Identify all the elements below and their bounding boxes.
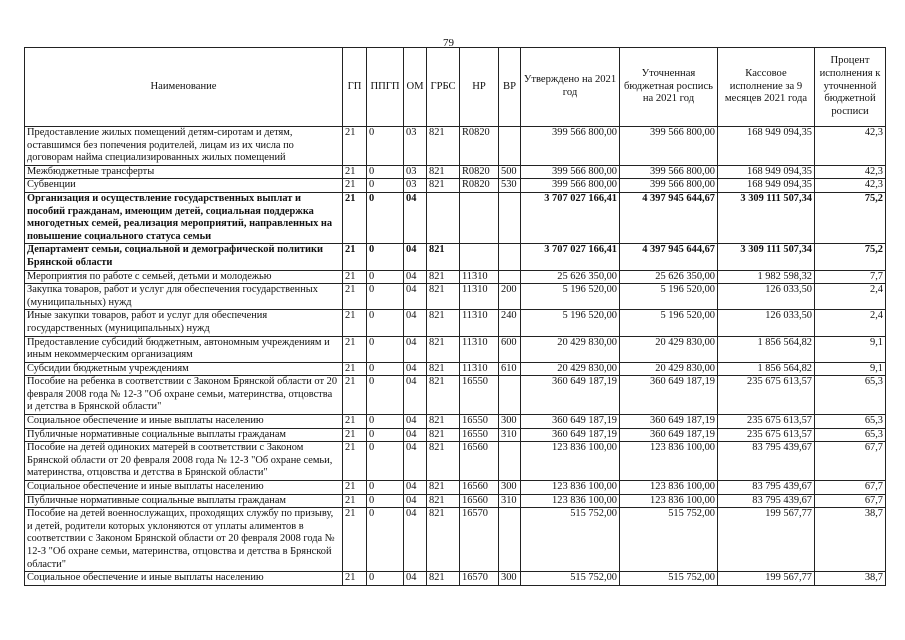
header-cash: Кассовое исполнение за 9 месяцев 2021 года xyxy=(718,48,815,127)
cell-ppgp: 0 xyxy=(367,336,404,362)
cell-ppgp: 0 xyxy=(367,481,404,495)
cell-vr xyxy=(499,508,521,572)
cell-nr: 11310 xyxy=(460,310,499,336)
cell-grbs: 821 xyxy=(427,270,460,284)
cell-name: Предоставление жилых помещений детям-сиротам и детям, оставшимся без попечения родителей, лицам из их числа по договорам найма специализированных жилых помещений xyxy=(25,127,343,166)
cell-vr: 300 xyxy=(499,415,521,429)
cell-cash: 168 949 094,35 xyxy=(718,179,815,193)
table-row xyxy=(25,284,886,310)
table-row xyxy=(25,376,886,415)
cell-percent: 2,4 xyxy=(815,310,886,336)
cell-approved: 360 649 187,19 xyxy=(521,415,620,429)
cell-ppgp: 0 xyxy=(367,362,404,376)
cell-cash: 1 856 564,82 xyxy=(718,336,815,362)
cell-grbs: 821 xyxy=(427,442,460,481)
cell-cash: 126 033,50 xyxy=(718,310,815,336)
cell-refined: 360 649 187,19 xyxy=(620,376,718,415)
header-gp: ГП xyxy=(343,48,367,127)
cell-name: Департамент семьи, социальной и демографической политики Брянской области xyxy=(25,244,343,270)
cell-grbs: 821 xyxy=(427,415,460,429)
cell-gp: 21 xyxy=(343,442,367,481)
header-grbs: ГРБС xyxy=(427,48,460,127)
cell-refined: 360 649 187,19 xyxy=(620,415,718,429)
cell-percent: 67,7 xyxy=(815,494,886,508)
cell-vr: 300 xyxy=(499,572,521,586)
cell-grbs: 821 xyxy=(427,494,460,508)
cell-refined: 123 836 100,00 xyxy=(620,442,718,481)
cell-cash: 3 309 111 507,34 xyxy=(718,244,815,270)
table-row xyxy=(25,336,886,362)
cell-gp: 21 xyxy=(343,284,367,310)
cell-approved: 399 566 800,00 xyxy=(521,179,620,193)
cell-nr: 16560 xyxy=(460,494,499,508)
cell-om: 04 xyxy=(404,508,427,572)
table-row xyxy=(25,192,886,243)
cell-grbs: 821 xyxy=(427,376,460,415)
cell-cash: 3 309 111 507,34 xyxy=(718,192,815,243)
cell-vr xyxy=(499,244,521,270)
cell-approved: 25 626 350,00 xyxy=(521,270,620,284)
table-row xyxy=(25,165,886,179)
cell-gp: 21 xyxy=(343,428,367,442)
cell-grbs: 821 xyxy=(427,179,460,193)
cell-vr: 500 xyxy=(499,165,521,179)
cell-approved: 5 196 520,00 xyxy=(521,284,620,310)
cell-approved: 515 752,00 xyxy=(521,508,620,572)
cell-nr: 16550 xyxy=(460,428,499,442)
cell-vr: 600 xyxy=(499,336,521,362)
cell-nr xyxy=(460,192,499,243)
cell-gp: 21 xyxy=(343,310,367,336)
cell-vr xyxy=(499,376,521,415)
table-row xyxy=(25,127,886,166)
page-number: 79 xyxy=(443,37,454,49)
cell-cash: 235 675 613,57 xyxy=(718,415,815,429)
cell-refined: 399 566 800,00 xyxy=(620,165,718,179)
cell-gp: 21 xyxy=(343,415,367,429)
cell-gp: 21 xyxy=(343,127,367,166)
cell-om: 04 xyxy=(404,362,427,376)
cell-percent: 38,7 xyxy=(815,508,886,572)
cell-cash: 235 675 613,57 xyxy=(718,428,815,442)
cell-cash: 199 567,77 xyxy=(718,508,815,572)
cell-percent: 67,7 xyxy=(815,481,886,495)
cell-om: 03 xyxy=(404,179,427,193)
cell-om: 04 xyxy=(404,336,427,362)
cell-om: 04 xyxy=(404,270,427,284)
cell-gp: 21 xyxy=(343,179,367,193)
cell-vr: 300 xyxy=(499,481,521,495)
cell-om: 03 xyxy=(404,127,427,166)
cell-refined: 515 752,00 xyxy=(620,508,718,572)
cell-grbs: 821 xyxy=(427,508,460,572)
cell-om: 04 xyxy=(404,572,427,586)
cell-ppgp: 0 xyxy=(367,442,404,481)
cell-grbs: 821 xyxy=(427,127,460,166)
cell-vr: 310 xyxy=(499,494,521,508)
cell-vr xyxy=(499,442,521,481)
cell-nr: R0820 xyxy=(460,127,499,166)
table-row xyxy=(25,494,886,508)
cell-refined: 20 429 830,00 xyxy=(620,336,718,362)
header-om: ОМ xyxy=(404,48,427,127)
cell-name: Закупка товаров, работ и услуг для обеспечения государственных (муниципальных) нужд xyxy=(25,284,343,310)
cell-vr: 240 xyxy=(499,310,521,336)
cell-om: 04 xyxy=(404,244,427,270)
cell-nr: 16560 xyxy=(460,442,499,481)
cell-name: Субсидии бюджетным учреждениям xyxy=(25,362,343,376)
cell-cash: 126 033,50 xyxy=(718,284,815,310)
cell-name: Пособие на детей военнослужащих, проходящих службу по призыву, и детей, родители которых уклоняются от уплаты алиментов в соответствии с Законом Брянской области от 20 февраля 2008 года № 12-З "Об охране семьи, материнства, отцовства и детства в Брянской области" xyxy=(25,508,343,572)
cell-ppgp: 0 xyxy=(367,508,404,572)
cell-nr: 11310 xyxy=(460,284,499,310)
cell-percent: 75,2 xyxy=(815,192,886,243)
cell-ppgp: 0 xyxy=(367,192,404,243)
cell-approved: 123 836 100,00 xyxy=(521,494,620,508)
cell-grbs: 821 xyxy=(427,165,460,179)
cell-ppgp: 0 xyxy=(367,415,404,429)
header-refined: Уточненная бюджетная роспись на 2021 год xyxy=(620,48,718,127)
cell-ppgp: 0 xyxy=(367,494,404,508)
cell-approved: 123 836 100,00 xyxy=(521,442,620,481)
cell-percent: 9,1 xyxy=(815,336,886,362)
cell-nr: 16570 xyxy=(460,508,499,572)
table-row xyxy=(25,442,886,481)
cell-refined: 20 429 830,00 xyxy=(620,362,718,376)
cell-gp: 21 xyxy=(343,362,367,376)
table-row xyxy=(25,572,886,586)
table-row xyxy=(25,244,886,270)
cell-ppgp: 0 xyxy=(367,179,404,193)
cell-percent: 42,3 xyxy=(815,127,886,166)
cell-om: 04 xyxy=(404,284,427,310)
table-body xyxy=(25,127,886,586)
cell-percent: 2,4 xyxy=(815,284,886,310)
cell-grbs: 821 xyxy=(427,428,460,442)
cell-name: Социальное обеспечение и иные выплаты населению xyxy=(25,415,343,429)
cell-grbs: 821 xyxy=(427,336,460,362)
header-vr: ВР xyxy=(499,48,521,127)
table-row xyxy=(25,481,886,495)
cell-vr: 200 xyxy=(499,284,521,310)
cell-percent: 65,3 xyxy=(815,376,886,415)
cell-name: Мероприятия по работе с семьей, детьми и молодежью xyxy=(25,270,343,284)
cell-approved: 5 196 520,00 xyxy=(521,310,620,336)
cell-ppgp: 0 xyxy=(367,284,404,310)
cell-ppgp: 0 xyxy=(367,244,404,270)
cell-grbs: 821 xyxy=(427,284,460,310)
cell-approved: 360 649 187,19 xyxy=(521,376,620,415)
cell-om: 04 xyxy=(404,442,427,481)
cell-refined: 123 836 100,00 xyxy=(620,494,718,508)
cell-name: Пособие на детей одиноких матерей в соответствии с Законом Брянской области от 20 февраля 2008 года № 12-З "Об охране семьи, материнства, отцовства и детства в Брянской области" xyxy=(25,442,343,481)
cell-gp: 21 xyxy=(343,165,367,179)
cell-ppgp: 0 xyxy=(367,270,404,284)
cell-refined: 4 397 945 644,67 xyxy=(620,244,718,270)
cell-refined: 4 397 945 644,67 xyxy=(620,192,718,243)
cell-refined: 5 196 520,00 xyxy=(620,284,718,310)
cell-approved: 20 429 830,00 xyxy=(521,336,620,362)
cell-vr xyxy=(499,127,521,166)
cell-om: 03 xyxy=(404,165,427,179)
cell-percent: 65,3 xyxy=(815,428,886,442)
cell-nr: 11310 xyxy=(460,362,499,376)
cell-nr: R0820 xyxy=(460,165,499,179)
cell-cash: 199 567,77 xyxy=(718,572,815,586)
cell-percent: 75,2 xyxy=(815,244,886,270)
cell-grbs: 821 xyxy=(427,244,460,270)
cell-ppgp: 0 xyxy=(367,572,404,586)
cell-gp: 21 xyxy=(343,244,367,270)
cell-name: Социальное обеспечение и иные выплаты населению xyxy=(25,572,343,586)
cell-name: Субвенции xyxy=(25,179,343,193)
cell-cash: 1 856 564,82 xyxy=(718,362,815,376)
cell-refined: 123 836 100,00 xyxy=(620,481,718,495)
header-approved: Утверждено на 2021 год xyxy=(521,48,620,127)
cell-name: Предоставление субсидий бюджетным, автономным учреждениям и иным некоммерческим организациям xyxy=(25,336,343,362)
cell-name: Межбюджетные трансферты xyxy=(25,165,343,179)
table-row xyxy=(25,362,886,376)
cell-cash: 235 675 613,57 xyxy=(718,376,815,415)
header-name: Наименование xyxy=(25,48,343,127)
header-percent: Процент исполнения к уточненной бюджетной росписи xyxy=(815,48,886,127)
table-row xyxy=(25,428,886,442)
cell-cash: 168 949 094,35 xyxy=(718,165,815,179)
cell-cash: 83 795 439,67 xyxy=(718,494,815,508)
cell-om: 04 xyxy=(404,376,427,415)
cell-nr: 16550 xyxy=(460,415,499,429)
cell-gp: 21 xyxy=(343,192,367,243)
cell-percent: 42,3 xyxy=(815,165,886,179)
cell-name: Социальное обеспечение и иные выплаты населению xyxy=(25,481,343,495)
cell-ppgp: 0 xyxy=(367,165,404,179)
cell-gp: 21 xyxy=(343,508,367,572)
cell-nr: 16550 xyxy=(460,376,499,415)
cell-refined: 360 649 187,19 xyxy=(620,428,718,442)
cell-nr xyxy=(460,244,499,270)
cell-gp: 21 xyxy=(343,376,367,415)
table-row xyxy=(25,508,886,572)
cell-vr xyxy=(499,192,521,243)
table-header-row xyxy=(25,48,886,127)
cell-grbs: 821 xyxy=(427,362,460,376)
cell-om: 04 xyxy=(404,494,427,508)
header-ppgp: ППГП xyxy=(367,48,404,127)
cell-percent: 7,7 xyxy=(815,270,886,284)
cell-gp: 21 xyxy=(343,494,367,508)
cell-approved: 399 566 800,00 xyxy=(521,165,620,179)
cell-approved: 399 566 800,00 xyxy=(521,127,620,166)
header-nr: НР xyxy=(460,48,499,127)
cell-name: Организация и осуществление государственных выплат и пособий гражданам, имеющим детей, социальная поддержка многодетных семей, реализация мероприятий, направленных на повышение социального статуса семьи xyxy=(25,192,343,243)
cell-vr: 310 xyxy=(499,428,521,442)
cell-percent: 65,3 xyxy=(815,415,886,429)
cell-gp: 21 xyxy=(343,270,367,284)
table-row xyxy=(25,310,886,336)
cell-approved: 515 752,00 xyxy=(521,572,620,586)
table-row xyxy=(25,415,886,429)
table-row xyxy=(25,179,886,193)
cell-vr: 610 xyxy=(499,362,521,376)
cell-ppgp: 0 xyxy=(367,376,404,415)
cell-nr: 16570 xyxy=(460,572,499,586)
cell-refined: 399 566 800,00 xyxy=(620,179,718,193)
table-row xyxy=(25,270,886,284)
cell-refined: 399 566 800,00 xyxy=(620,127,718,166)
cell-grbs: 821 xyxy=(427,310,460,336)
cell-percent: 38,7 xyxy=(815,572,886,586)
cell-gp: 21 xyxy=(343,481,367,495)
cell-approved: 123 836 100,00 xyxy=(521,481,620,495)
cell-cash: 83 795 439,67 xyxy=(718,481,815,495)
cell-percent: 42,3 xyxy=(815,179,886,193)
cell-name: Публичные нормативные социальные выплаты гражданам xyxy=(25,428,343,442)
cell-cash: 1 982 598,32 xyxy=(718,270,815,284)
cell-cash: 168 949 094,35 xyxy=(718,127,815,166)
cell-om: 04 xyxy=(404,415,427,429)
cell-refined: 515 752,00 xyxy=(620,572,718,586)
cell-om: 04 xyxy=(404,192,427,243)
cell-name: Иные закупки товаров, работ и услуг для обеспечения государственных (муниципальных) нужд xyxy=(25,310,343,336)
cell-name: Пособие на ребенка в соответствии с Законом Брянской области от 20 февраля 2008 года № 12-З "Об охране семьи, материнства, отцовства и детства в Брянской области" xyxy=(25,376,343,415)
cell-gp: 21 xyxy=(343,336,367,362)
cell-grbs xyxy=(427,192,460,243)
cell-ppgp: 0 xyxy=(367,127,404,166)
cell-om: 04 xyxy=(404,481,427,495)
cell-gp: 21 xyxy=(343,572,367,586)
cell-vr: 530 xyxy=(499,179,521,193)
cell-nr: 11310 xyxy=(460,336,499,362)
cell-approved: 360 649 187,19 xyxy=(521,428,620,442)
cell-nr: R0820 xyxy=(460,179,499,193)
cell-grbs: 821 xyxy=(427,481,460,495)
cell-ppgp: 0 xyxy=(367,428,404,442)
cell-percent: 9,1 xyxy=(815,362,886,376)
cell-percent: 67,7 xyxy=(815,442,886,481)
cell-approved: 20 429 830,00 xyxy=(521,362,620,376)
cell-grbs: 821 xyxy=(427,572,460,586)
cell-refined: 5 196 520,00 xyxy=(620,310,718,336)
budget-table xyxy=(24,47,886,586)
cell-approved: 3 707 027 166,41 xyxy=(521,192,620,243)
cell-vr xyxy=(499,270,521,284)
cell-ppgp: 0 xyxy=(367,310,404,336)
cell-nr: 16560 xyxy=(460,481,499,495)
cell-cash: 83 795 439,67 xyxy=(718,442,815,481)
cell-name: Публичные нормативные социальные выплаты гражданам xyxy=(25,494,343,508)
cell-om: 04 xyxy=(404,428,427,442)
cell-om: 04 xyxy=(404,310,427,336)
cell-refined: 25 626 350,00 xyxy=(620,270,718,284)
cell-approved: 3 707 027 166,41 xyxy=(521,244,620,270)
cell-nr: 11310 xyxy=(460,270,499,284)
